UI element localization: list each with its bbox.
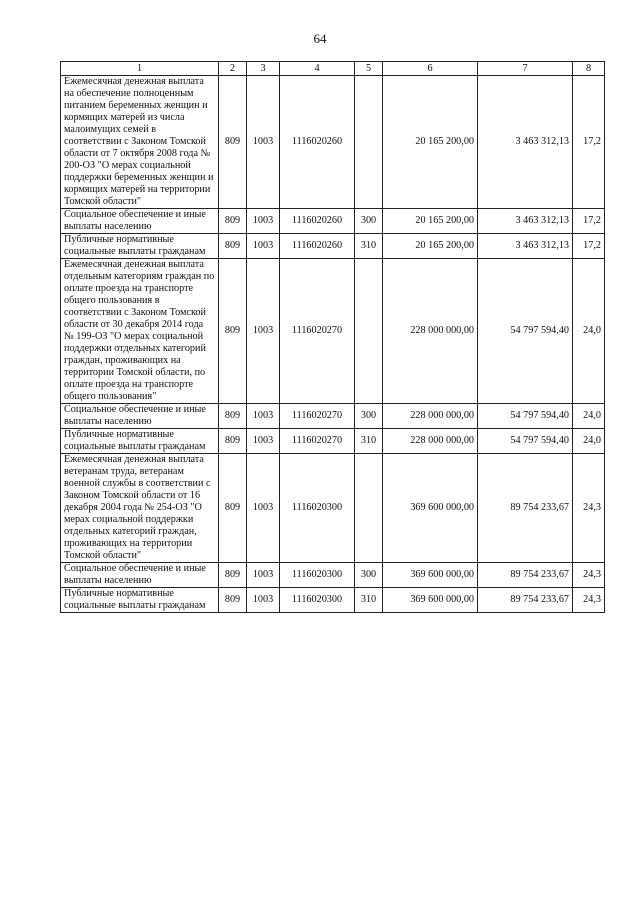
cell-type: [355, 76, 383, 209]
page-number: 64: [313, 31, 327, 46]
column-header: 1: [61, 62, 219, 76]
cell-actual: 3 463 312,13: [478, 234, 573, 259]
cell-percent: 24,0: [573, 429, 605, 454]
cell-actual: 89 754 233,67: [478, 563, 573, 588]
cell-target: 1116020260: [280, 209, 355, 234]
cell-target: 1116020300: [280, 454, 355, 563]
cell-type: 310: [355, 234, 383, 259]
column-header: 3: [247, 62, 280, 76]
cell-section: 1003: [247, 209, 280, 234]
row-name: Социальное обеспечение и иные выплаты населению: [61, 404, 219, 429]
cell-type: [355, 259, 383, 404]
cell-section: 1003: [247, 404, 280, 429]
table-row: [61, 588, 605, 613]
cell-plan: 20 165 200,00: [383, 209, 478, 234]
column-header: 4: [280, 62, 355, 76]
row-name: Публичные нормативные социальные выплаты гражданам: [61, 588, 219, 613]
row-name: Социальное обеспечение и иные выплаты населению: [61, 563, 219, 588]
cell-plan: 369 600 000,00: [383, 588, 478, 613]
cell-code: 809: [219, 76, 247, 209]
cell-percent: 24,0: [573, 404, 605, 429]
cell-percent: 24,3: [573, 588, 605, 613]
cell-actual: 3 463 312,13: [478, 209, 573, 234]
cell-percent: 17,2: [573, 76, 605, 209]
cell-code: 809: [219, 259, 247, 404]
cell-plan: 369 600 000,00: [383, 563, 478, 588]
cell-plan: 228 000 000,00: [383, 404, 478, 429]
table-row: [61, 429, 605, 454]
cell-section: 1003: [247, 259, 280, 404]
cell-target: 1116020300: [280, 588, 355, 613]
table-row: [61, 234, 605, 259]
column-header: 8: [573, 62, 605, 76]
cell-plan: 228 000 000,00: [383, 429, 478, 454]
cell-code: 809: [219, 404, 247, 429]
cell-code: 809: [219, 429, 247, 454]
table-row: [61, 259, 605, 404]
cell-code: 809: [219, 209, 247, 234]
budget-table: [60, 61, 605, 613]
cell-code: 809: [219, 563, 247, 588]
cell-target: 1116020260: [280, 234, 355, 259]
cell-section: 1003: [247, 234, 280, 259]
cell-type: 300: [355, 404, 383, 429]
table-row: [61, 76, 605, 209]
table-row: [61, 209, 605, 234]
column-header: 7: [478, 62, 573, 76]
cell-target: 1116020270: [280, 259, 355, 404]
column-header: 2: [219, 62, 247, 76]
cell-percent: 17,2: [573, 234, 605, 259]
cell-actual: 54 797 594,40: [478, 259, 573, 404]
cell-code: 809: [219, 588, 247, 613]
cell-type: 300: [355, 563, 383, 588]
row-name: Ежемесячная денежная выплата ветеранам труда, ветеранам военной службы в соответствии с Законом Томской области от 16 декабря 2004 года № 254-ОЗ "О мерах социальной поддержки отдельных категорий граждан, проживающих на территории Томской области": [61, 454, 219, 563]
cell-section: 1003: [247, 588, 280, 613]
row-name: Социальное обеспечение и иные выплаты населению: [61, 209, 219, 234]
cell-plan: 369 600 000,00: [383, 454, 478, 563]
cell-code: 809: [219, 454, 247, 563]
cell-section: 1003: [247, 76, 280, 209]
cell-target: 1116020270: [280, 429, 355, 454]
cell-section: 1003: [247, 429, 280, 454]
cell-type: [355, 454, 383, 563]
cell-section: 1003: [247, 563, 280, 588]
cell-percent: 24,0: [573, 259, 605, 404]
cell-section: 1003: [247, 454, 280, 563]
row-name: Ежемесячная денежная выплата на обеспечение полноценным питанием беременных женщин и кормящих матерей из числа малоимущих семей в соответствии с Законом Томской области от 7 октября 2008 года № 200-ОЗ "О мерах социальной поддержки беременных женщин и кормящих матерей на территории Томской области": [61, 76, 219, 209]
cell-actual: 89 754 233,67: [478, 588, 573, 613]
table-row: [61, 563, 605, 588]
cell-percent: 24,3: [573, 563, 605, 588]
cell-percent: 17,2: [573, 209, 605, 234]
cell-actual: 3 463 312,13: [478, 76, 573, 209]
cell-type: 310: [355, 588, 383, 613]
cell-actual: 54 797 594,40: [478, 404, 573, 429]
row-name: Публичные нормативные социальные выплаты гражданам: [61, 429, 219, 454]
cell-target: 1116020300: [280, 563, 355, 588]
cell-code: 809: [219, 234, 247, 259]
table-row: [61, 404, 605, 429]
cell-actual: 89 754 233,67: [478, 454, 573, 563]
header-row: [61, 62, 605, 76]
cell-target: 1116020260: [280, 76, 355, 209]
cell-percent: 24,3: [573, 454, 605, 563]
row-name: Ежемесячная денежная выплата отдельным категориям граждан по оплате проезда на транспорте общего пользования в соответствии с Законом Томской области от 30 декабря 2014 года № 199-ОЗ "О мерах социальной поддержки отдельных категорий граждан, проживающих на территории Томской области, по оплате проезда на транспорте общего пользования": [61, 259, 219, 404]
row-name: Публичные нормативные социальные выплаты гражданам: [61, 234, 219, 259]
cell-type: 310: [355, 429, 383, 454]
column-header: 5: [355, 62, 383, 76]
cell-actual: 54 797 594,40: [478, 429, 573, 454]
column-header: 6: [383, 62, 478, 76]
cell-plan: 228 000 000,00: [383, 259, 478, 404]
cell-plan: 20 165 200,00: [383, 234, 478, 259]
cell-plan: 20 165 200,00: [383, 76, 478, 209]
cell-type: 300: [355, 209, 383, 234]
cell-target: 1116020270: [280, 404, 355, 429]
table-row: [61, 454, 605, 563]
